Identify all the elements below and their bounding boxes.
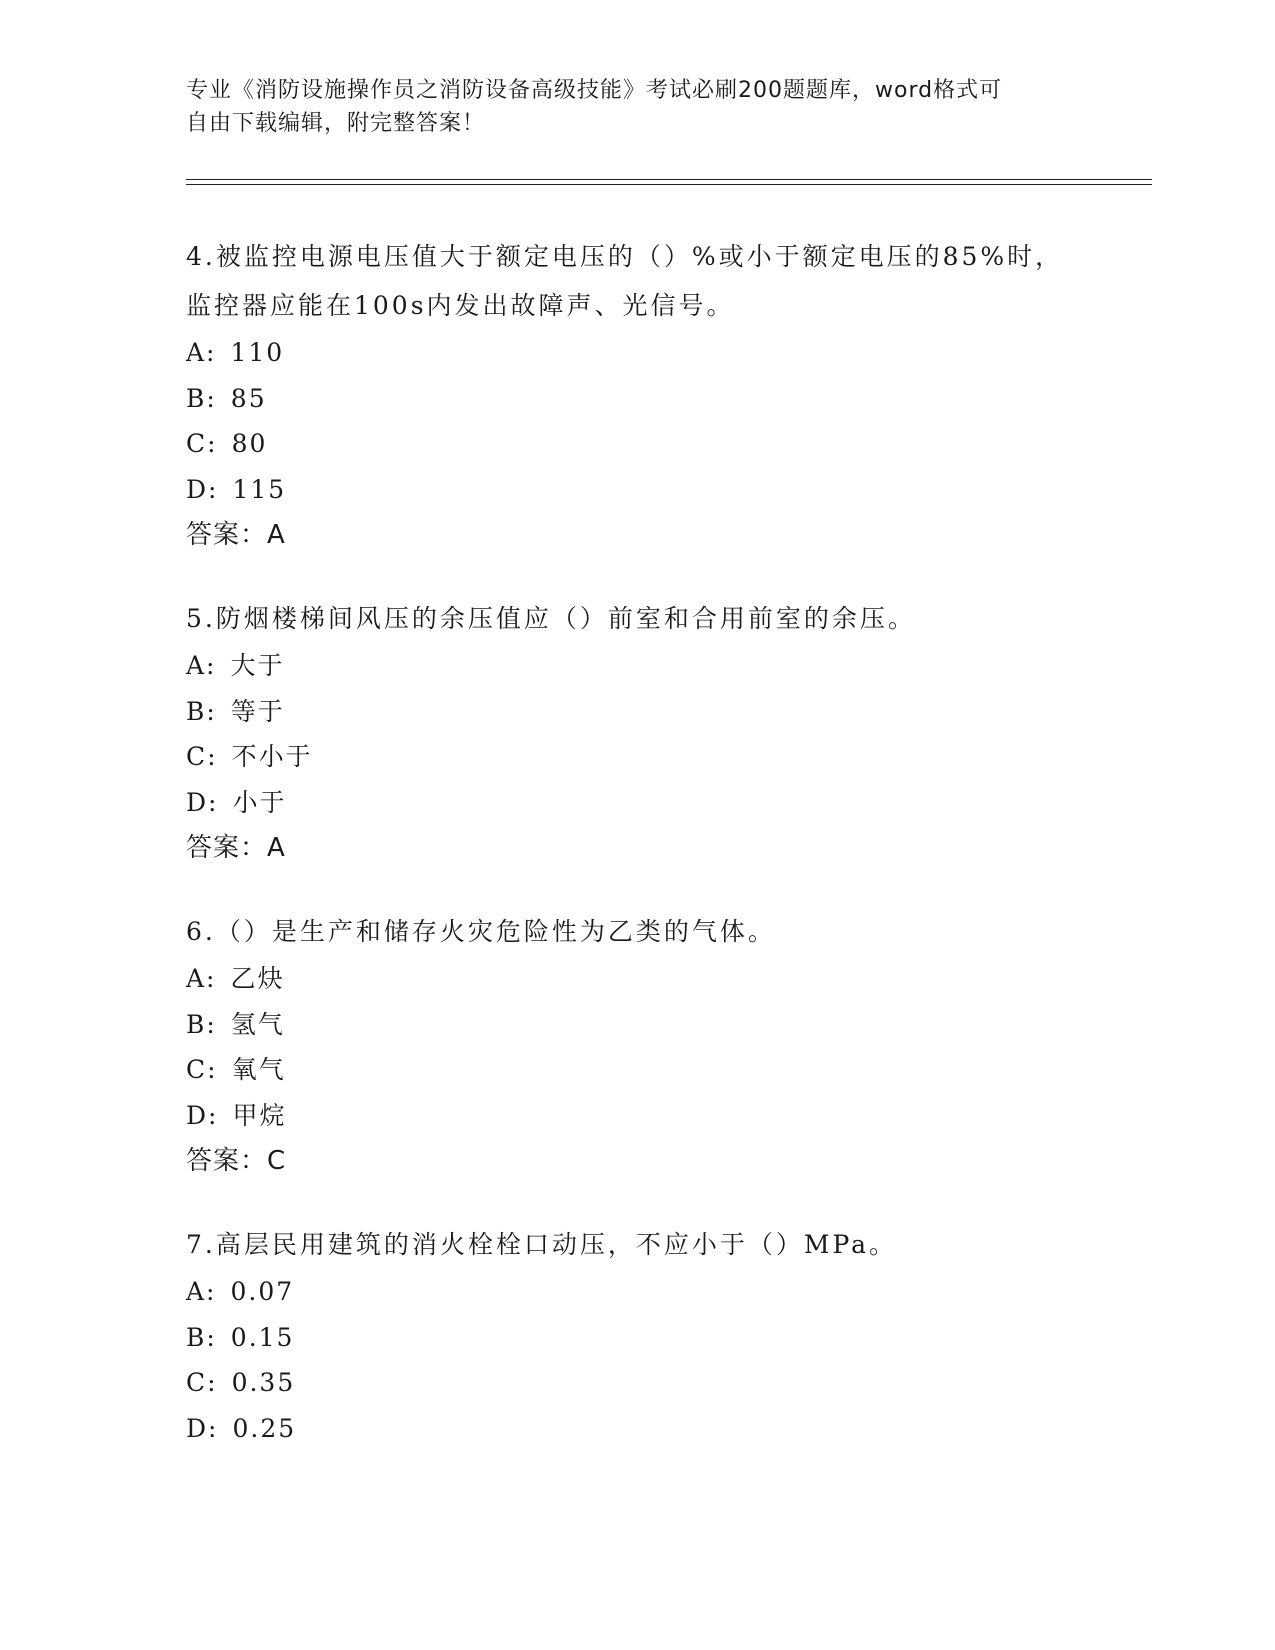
option-d: [186, 780, 1086, 826]
question-text-line-1: 6.（）是生产和储存火灾危险性为乙类的气体。: [186, 917, 776, 946]
option-label: D:: [186, 1100, 219, 1130]
option-a: [186, 1269, 1086, 1315]
option-text: 0.07: [230, 1277, 295, 1306]
question-text-line-1: 7.高层民用建筑的消火栓栓口动压，不应小于（）MPa。: [186, 1230, 898, 1259]
option-b: [186, 1315, 1086, 1361]
option-label: B:: [186, 696, 217, 726]
question-5: [186, 594, 1086, 871]
option-text: 0.25: [232, 1413, 297, 1443]
question-6: [186, 907, 1086, 1184]
option-label: C:: [186, 429, 218, 458]
option-label: D:: [186, 787, 219, 817]
header-line-1: 专业《消防设施操作员之消防设备高级技能》考试必刷200题题库，word格式可: [186, 78, 1003, 103]
question-4: [186, 232, 1086, 558]
option-label: D:: [186, 1413, 219, 1443]
option-d: [186, 1406, 1086, 1452]
option-text: 0.35: [231, 1368, 296, 1397]
option-b: [186, 376, 1086, 422]
option-a: [186, 330, 1086, 376]
option-text: 不小于: [231, 742, 313, 771]
option-c: [186, 421, 1086, 467]
header-divider-top: [186, 179, 1152, 180]
option-label: A:: [186, 1277, 217, 1306]
option-text: 乙炔: [230, 964, 285, 993]
option-text: 115: [232, 474, 287, 504]
option-text: 0.15: [230, 1322, 295, 1352]
answer: 答案：C: [186, 1146, 287, 1176]
option-label: D:: [186, 474, 219, 504]
option-c: [186, 1047, 1086, 1093]
option-c: [186, 1360, 1086, 1406]
option-label: C:: [186, 1055, 218, 1084]
option-c: [186, 734, 1086, 780]
option-label: B:: [186, 1322, 217, 1352]
option-b: [186, 689, 1086, 735]
question-text-line-1: 4.被监控电源电压值大于额定电压的（）%或小于额定电压的85%时，: [186, 242, 1064, 271]
option-text: 大于: [230, 651, 285, 680]
option-text: 85: [230, 383, 267, 413]
option-text: 氢气: [230, 1009, 285, 1039]
option-label: A:: [186, 964, 217, 993]
option-a: [186, 643, 1086, 689]
option-text: 氧气: [231, 1055, 286, 1084]
option-label: B:: [186, 383, 217, 413]
answer: 答案：A: [186, 520, 286, 550]
option-label: B:: [186, 1009, 217, 1039]
option-text: 甲烷: [232, 1100, 287, 1130]
option-b: [186, 1002, 1086, 1048]
option-label: A:: [186, 338, 217, 367]
document-header: [186, 74, 1086, 140]
question-7: [186, 1220, 1086, 1451]
question-list: [186, 232, 1086, 1487]
answer: 答案：A: [186, 833, 286, 863]
option-text: 80: [231, 429, 268, 458]
question-text-line-2: 监控器应能在100s内发出故障声、光信号。: [186, 291, 735, 320]
option-label: A:: [186, 651, 217, 680]
option-text: 110: [230, 338, 285, 367]
option-d: [186, 467, 1086, 513]
option-a: [186, 956, 1086, 1002]
option-text: 等于: [230, 696, 285, 726]
option-label: C:: [186, 742, 218, 771]
header-line-2: 自由下载编辑，附完整答案！: [186, 111, 486, 136]
question-text-line-1: 5.防烟楼梯间风压的余压值应（）前室和合用前室的余压。: [186, 604, 916, 633]
option-label: C:: [186, 1368, 218, 1397]
option-text: 小于: [232, 787, 287, 817]
header-divider-bottom: [186, 184, 1152, 185]
option-d: [186, 1093, 1086, 1139]
